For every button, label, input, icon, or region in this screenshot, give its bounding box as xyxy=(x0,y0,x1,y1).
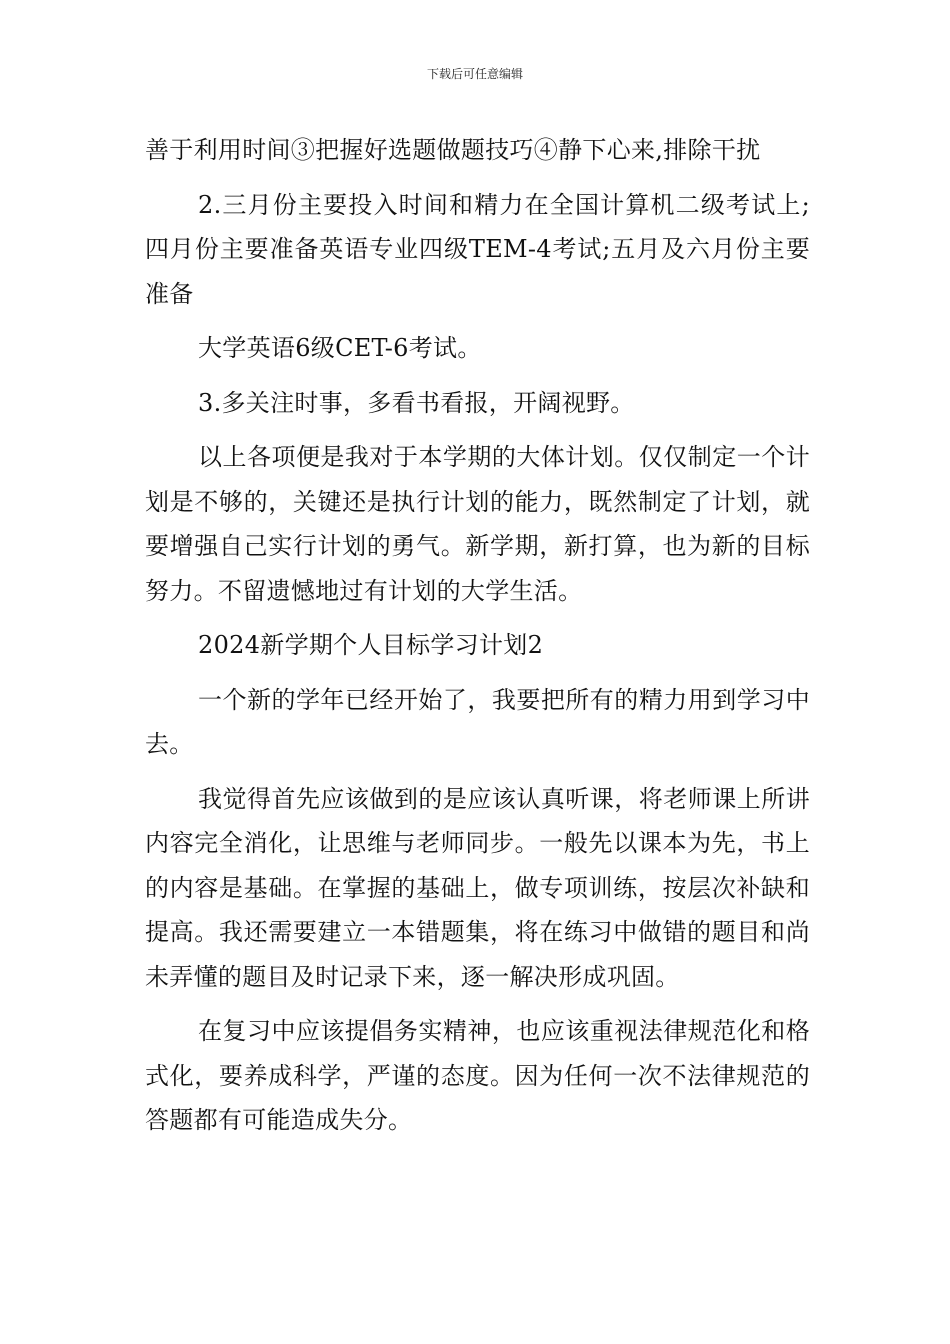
paragraph-time-management: 善于利用时间③把握好选题做题技巧④静下心来,排除干扰 xyxy=(145,136,761,164)
paragraph-cet6: 大学英语6级CET-6考试。 xyxy=(198,334,482,362)
paragraph-new-year: 一个新的学年已经开始了，我要把所有的精力用到学习中去。 xyxy=(145,685,810,758)
paragraph-plan-summary: 以上各项便是我对于本学期的大体计划。仅仅制定一个计划是不够的，关键还是执行计划的能力，既然制定了计划，就要增强自己实行计划的勇气。新学期，新打算，也为新的目标努力。不留遗憾地过有计划的大学生活。 xyxy=(145,443,810,605)
document-body xyxy=(145,128,810,1143)
page-header-note: 下载后可任意编辑 xyxy=(426,67,523,81)
section-heading: 2024新学期个人目标学习计划2 xyxy=(198,631,544,659)
paragraph-review: 在复习中应该提倡务实精神，也应该重视法律规范化和格式化，要养成科学，严谨的态度。因为任何一次不法律规范的答题都有可能造成失分。 xyxy=(145,1017,810,1134)
paragraph-current-affairs: 3.多关注时事，多看书看报，开阔视野。 xyxy=(198,388,635,417)
paragraph-listening: 我觉得首先应该做到的是应该认真听课，将老师课上所讲内容完全消化，让思维与老师同步。一般先以课本为先，书上的内容是基础。在掌握的基础上，做专项训练，按层次补缺和提高。我还需要建立一本错题集，将在练习中做错的题目和尚未弄懂的题目及时记录下来，逐一解决形成巩固。 xyxy=(145,784,810,991)
paragraph-exam-schedule: 2.三月份主要投入时间和精力在全国计算机二级考试上;四月份主要准备英语专业四级TEM-4考试;五月及六月份主要准备 xyxy=(145,190,810,308)
